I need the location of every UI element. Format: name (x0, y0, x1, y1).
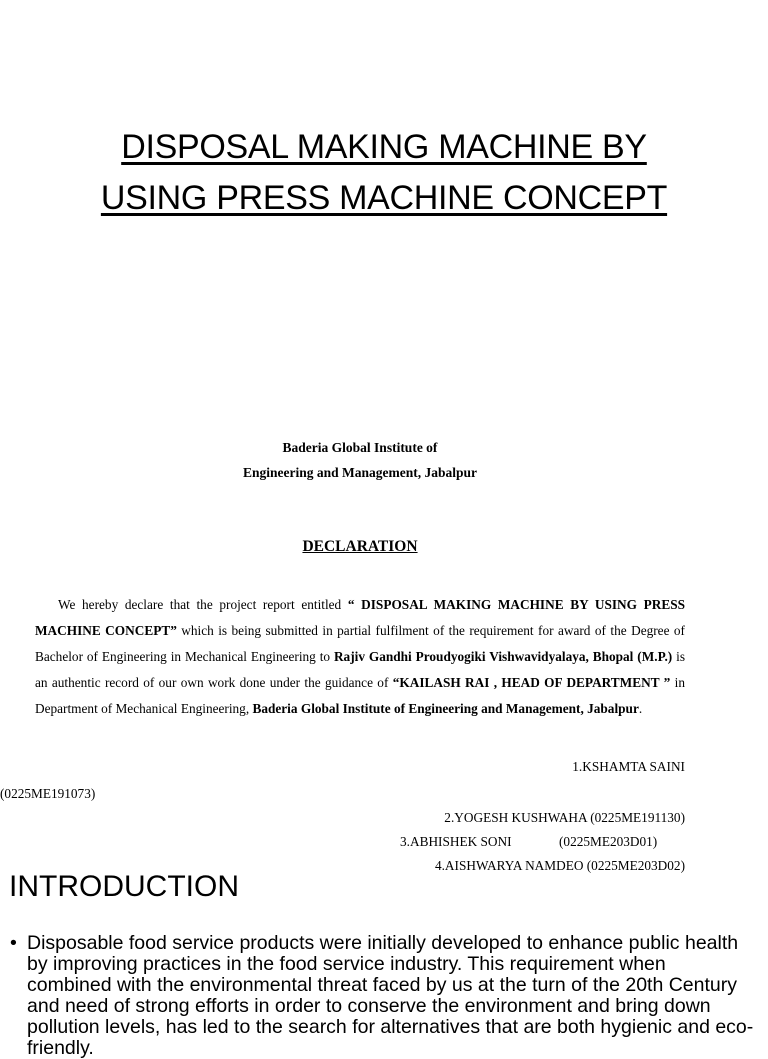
declaration-heading: DECLARATION (302, 538, 418, 555)
signatory-4: 4.AISHWARYA NAMDEO (0225ME203D02) (434, 858, 685, 873)
declaration-paragraph (35, 592, 685, 722)
declaration-university: Rajiv Gandhi Proudyogiki Vishwavidyalaya, Bhopal (M.P.) (333, 649, 673, 664)
institute-line-2: Engineering and Management, Jabalpur (242, 465, 478, 480)
institute-line-1: Baderia Global Institute of (282, 440, 438, 455)
signatory-3-name: 3.ABHISHEK SONI (400, 834, 512, 849)
introduction-text: Disposable food service products were initially developed to enhance public health by improving practices in the food service industry. This requirement when combined with the environmental threat faced by us at the turn of the 20th Century and need of strong efforts in order to conserve the environment and bring down pollution levels, has led to the search for alternatives that are both hygienic and eco-friendly. (27, 932, 754, 1059)
signatory-1-id: (0225ME191073) (0, 786, 96, 801)
signatory-1-name: 1.KSHAMTA SAINI (572, 759, 685, 774)
declaration-text-1: We hereby declare that the project report entitled (58, 597, 348, 612)
bullet-icon: • (10, 932, 17, 954)
introduction-heading: INTRODUCTION (9, 870, 239, 903)
declaration-text-4: in Department of Mechanical Engineering, (35, 675, 685, 716)
title-line-2: USING PRESS MACHINE CONCEPT (100, 179, 668, 217)
declaration-institute: Baderia Global Institute of Engineering and Management, Jabalpur (252, 701, 639, 716)
list-item (10, 933, 755, 1059)
declaration-project-title: “ DISPOSAL MAKING MACHINE BY USING PRESS MACHINE CONCEPT” (35, 597, 686, 638)
declaration-text-5: . (638, 701, 643, 716)
declaration-guide: “KAILASH RAI , HEAD OF DEPARTMENT ” (392, 675, 671, 690)
slide-introduction (0, 866, 768, 1059)
signatory-3-id: (0225ME203D01) (559, 834, 658, 849)
signatory-2: 2.YOGESH KUSHWAHA (0225ME191130) (444, 810, 685, 825)
declaration-text-3: is an authentic record of our own work done under the guidance of (35, 649, 685, 690)
declaration-text-2: which is being submitted in partial fulfilment of the requirement for award of the Degree of Bachelor of Engineering in Mechanical Engineering to (35, 623, 685, 664)
institute-name (0, 435, 720, 485)
page-title (0, 122, 768, 224)
title-line-1: DISPOSAL MAKING MACHINE BY (121, 128, 647, 166)
